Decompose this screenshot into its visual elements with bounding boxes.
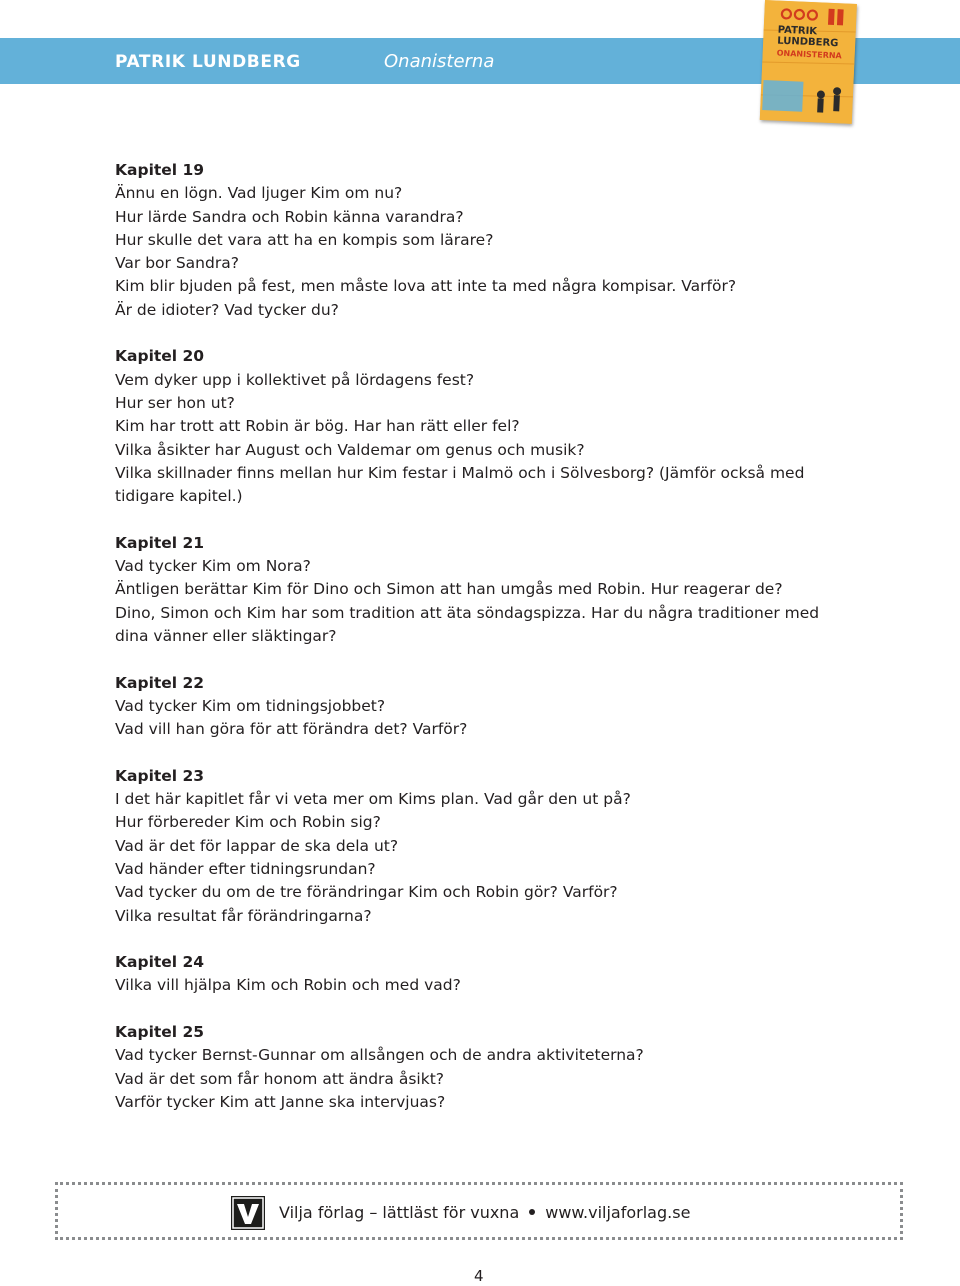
vilja-logo-icon <box>231 1196 265 1230</box>
chapter-heading: Kapitel 22 <box>115 673 205 692</box>
header-author: PATRIK LUNDBERG <box>115 52 301 72</box>
cover-author: PATRIK LUNDBERG <box>776 24 839 50</box>
question-line: I det här kapitlet får vi veta mer om Kims plan. Vad går den ut på? <box>115 790 631 809</box>
question-line: Hur skulle det vara att ha en kompis som lärare? <box>115 230 494 249</box>
chapter-21 <box>115 532 855 648</box>
question-line: Vem dyker upp i kollektivet på lördagens fest? <box>115 370 475 389</box>
chapter-25 <box>115 1021 855 1114</box>
question-line: Vilka skillnader finns mellan hur Kim festar i Malmö och i Sölvesborg? (Jämför också med <box>115 463 805 482</box>
question-line: Vad vill han göra för att förändra det? Varför? <box>115 720 468 739</box>
question-line: dina vänner eller släktingar? <box>115 626 337 645</box>
chapter-20 <box>115 345 855 508</box>
question-line: Hur lärde Sandra och Robin känna varandra? <box>115 207 464 226</box>
chapter-24 <box>115 951 855 998</box>
question-line: Kim blir bjuden på fest, men måste lova att inte ta med några kompisar. Varför? <box>115 277 737 296</box>
question-line: Vad tycker Bernst-Gunnar om allsången och de andra aktiviteterna? <box>115 1046 644 1065</box>
bullet-icon <box>529 1209 535 1215</box>
question-line: Vilka vill hjälpa Kim och Robin och med vad? <box>115 976 461 995</box>
question-line: Vilka resultat får förändringarna? <box>115 906 372 925</box>
question-line: Vilka åsikter har August och Valdemar om genus och musik? <box>115 440 585 459</box>
question-line: Vad tycker Kim om tidningsjobbet? <box>115 696 386 715</box>
chapter-heading: Kapitel 25 <box>115 1022 205 1041</box>
question-line: Vad är det för lappar de ska dela ut? <box>115 836 399 855</box>
chapter-heading: Kapitel 19 <box>115 161 205 179</box>
chapter-heading: Kapitel 21 <box>115 533 205 552</box>
footer-publisher: Vilja förlag – lättläst för vuxna <box>279 1203 520 1222</box>
question-line: Vad är det som får honom att ändra åsikt? <box>115 1069 445 1088</box>
question-line: Hur förbereder Kim och Robin sig? <box>115 813 381 832</box>
header-book-title: Onanisterna <box>384 51 495 72</box>
question-line: Hur ser hon ut? <box>115 393 235 412</box>
chapter-23 <box>115 765 855 928</box>
question-line: Vad händer efter tidningsrundan? <box>115 859 376 878</box>
chapter-heading: Kapitel 23 <box>115 766 205 785</box>
vilja-v-icon <box>231 1196 265 1230</box>
question-line: Äntligen berättar Kim för Dino och Simon att han umgås med Robin. Hur reagerar de? <box>115 580 783 599</box>
chapter-19 <box>115 159 855 322</box>
chapter-questions <box>115 159 855 1137</box>
question-line: Vad tycker Kim om Nora? <box>115 557 311 576</box>
question-line: Varför tycker Kim att Janne ska intervjuas? <box>115 1092 446 1111</box>
cover-title: ONANISTERNA <box>776 48 842 61</box>
question-line: Vad tycker du om de tre förändringar Kim och Robin gör? Varför? <box>115 883 618 902</box>
question-line: Ännu en lögn. Vad ljuger Kim om nu? <box>115 184 403 203</box>
book-cover-image <box>760 0 857 124</box>
chapter-22 <box>115 672 855 742</box>
chapter-heading: Kapitel 24 <box>115 953 205 972</box>
question-line: Dino, Simon och Kim har som tradition att äta söndagspizza. Har du några traditioner med <box>115 603 820 622</box>
question-line: Är de idioter? Vad tycker du? <box>115 300 339 319</box>
page-number: 4 <box>474 1267 484 1285</box>
footer-website-link[interactable]: www.viljaforlag.se <box>545 1203 691 1222</box>
question-line: tidigare kapitel.) <box>115 487 243 506</box>
question-line: Var bor Sandra? <box>115 254 239 273</box>
chapter-heading: Kapitel 20 <box>115 347 205 366</box>
footer-publisher-line <box>279 1202 690 1224</box>
question-line: Kim har trott att Robin är bög. Har han rätt eller fel? <box>115 417 520 436</box>
book-cover-art <box>760 0 857 124</box>
